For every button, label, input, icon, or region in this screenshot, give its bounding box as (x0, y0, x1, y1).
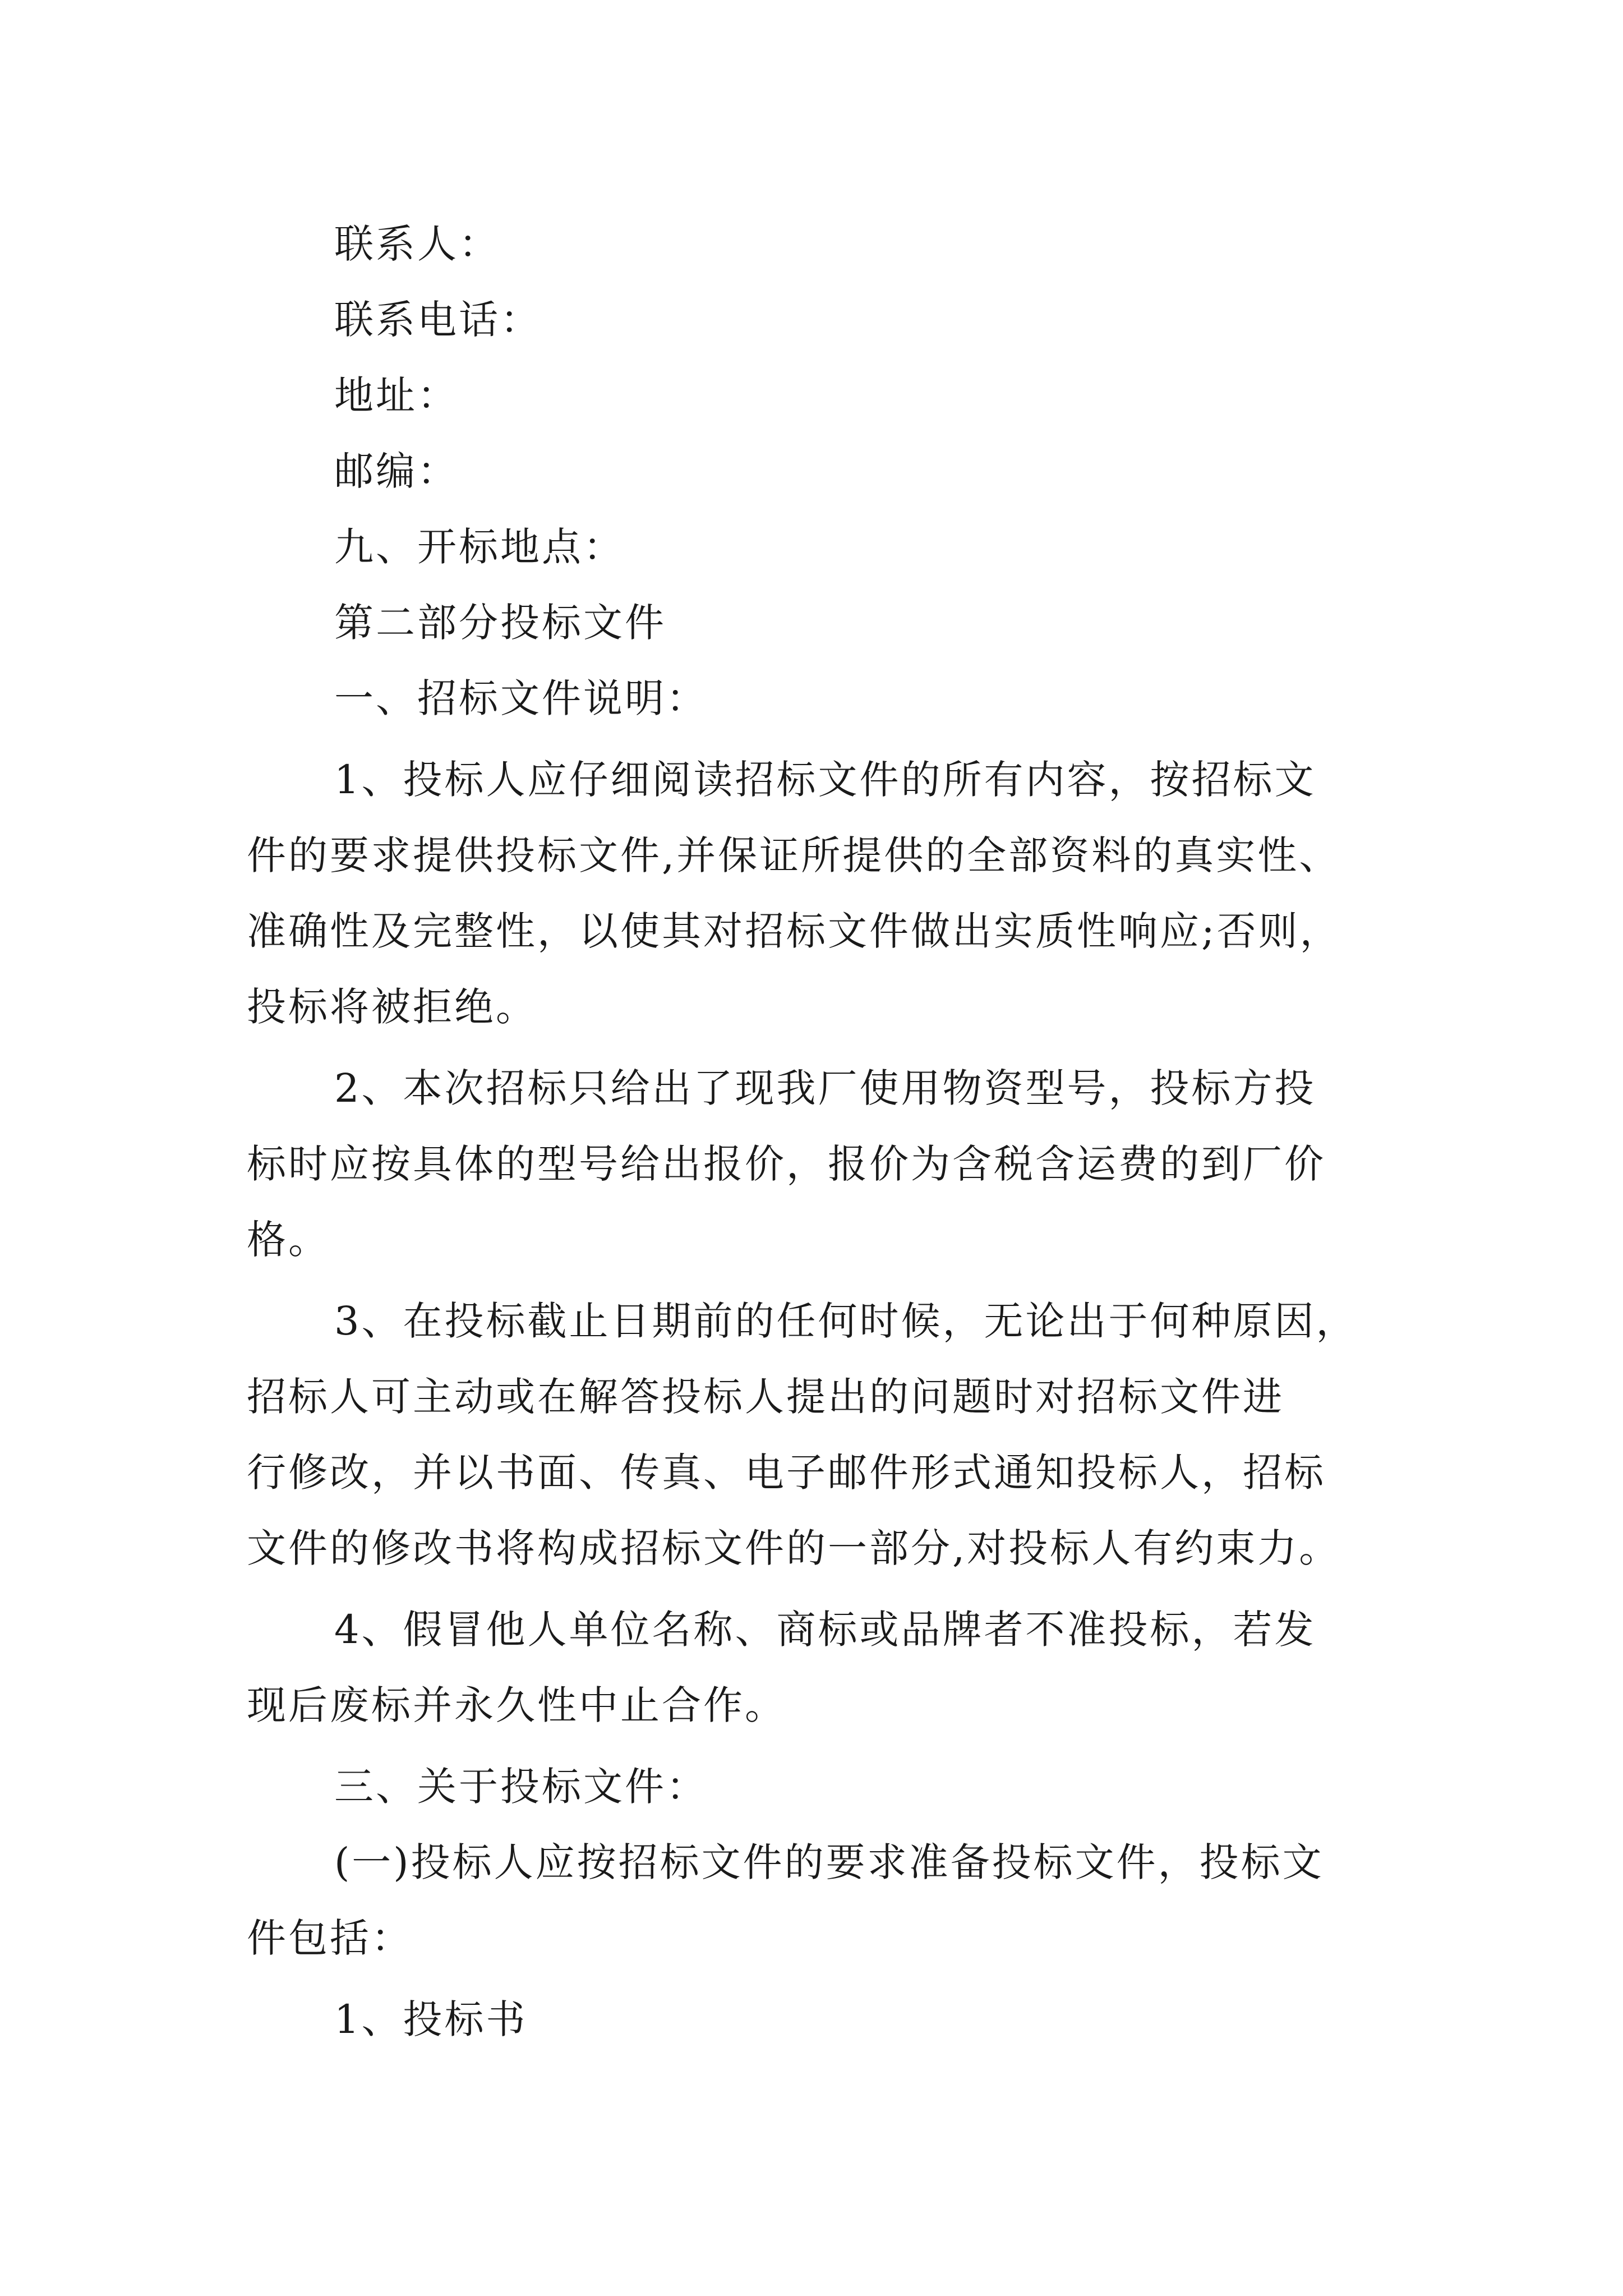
paragraph-line: 件包括： (247, 1915, 413, 1961)
paragraph-line: 3、在投标截止日期前的任何时候，无论出于何种原因， (334, 1298, 1358, 1344)
paragraph-line: 1、投标人应仔细阅读招标文件的所有内容，按招标文 (334, 757, 1316, 803)
paragraph-line: 行修改，并以书面、传真、电子邮件形式通知投标人，招标 (247, 1450, 1326, 1496)
section-heading: 三、关于投标文件： (334, 1764, 708, 1810)
paragraph-line: 招标人可主动或在解答投标人提出的问题时对招标文件进 (247, 1374, 1284, 1420)
postcode-label: 邮编： (334, 448, 459, 494)
address-label: 地址： (334, 372, 459, 418)
paragraph-line: 件的要求提供投标文件,并保证所提供的全部资料的真实性、 (247, 832, 1341, 878)
paragraph-line: 准确性及完整性，以使其对招标文件做出实质性响应;否则， (247, 908, 1341, 954)
contact-phone-label: 联系电话： (334, 297, 542, 343)
paragraph-line: (一)投标人应按招标文件的要求准备投标文件，投标文 (334, 1839, 1324, 1885)
paragraph-line: 格。 (247, 1217, 330, 1263)
section-heading: 九、开标地点： (334, 524, 625, 570)
contact-person-label: 联系人： (334, 221, 500, 267)
part-heading: 第二部分投标文件 (334, 600, 666, 646)
paragraph-line: 4、假冒他人单位名称、商标或品牌者不准投标，若发 (334, 1607, 1316, 1653)
paragraph-line: 标时应按具体的型号给出报价，报价为含税含运费的到厂价 (247, 1141, 1326, 1187)
list-item: 1、投标书 (334, 1996, 528, 2042)
paragraph-line: 投标将被拒绝。 (247, 984, 537, 1030)
paragraph-line: 2、本次招标只给出了现我厂使用物资型号，投标方投 (334, 1065, 1316, 1111)
paragraph-line: 文件的修改书将构成招标文件的一部分,对投标人有约束力。 (247, 1525, 1341, 1571)
section-heading: 一、招标文件说明： (334, 675, 708, 721)
paragraph-line: 现后废标并永久性中止合作。 (247, 1682, 786, 1728)
